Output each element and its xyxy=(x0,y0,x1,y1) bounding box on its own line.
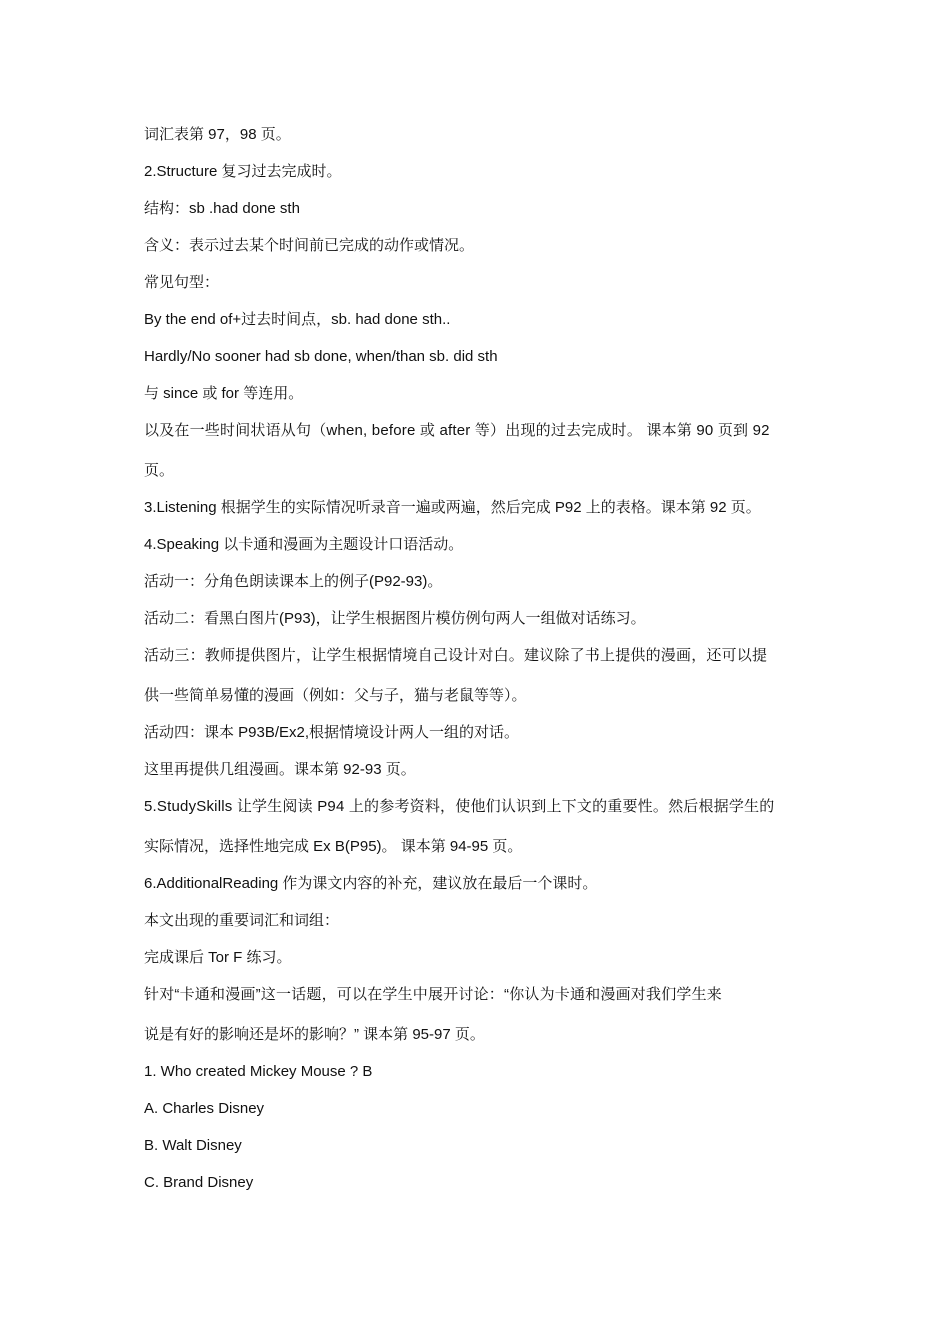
paragraph-activity-three xyxy=(144,646,812,706)
text-line: 含义：表示过去某个时间前已完成的动作或情况。 xyxy=(144,237,475,254)
quiz-option-a: A. Charles Disney xyxy=(144,1100,265,1117)
text-line: 供一些简单易懂的漫画（例如：父与子，猫与老鼠等等）。 xyxy=(144,687,527,704)
text-line: 说是有好的影响还是坏的影响？” 课本第 95-97 页。 xyxy=(144,1026,485,1043)
text-line: 这里再提供几组漫画。课本第 92-93 页。 xyxy=(144,761,416,778)
text-line: 实际情况，选择性地完成 Ex B(P95)。 课本第 94-95 页。 xyxy=(144,838,523,855)
text-line: 活动四：课本 P93B/Ex2,根据情境设计两人一组的对话。 xyxy=(144,724,520,741)
text-line: 3.Listening 根据学生的实际情况听录音一遍或两遍，然后完成 P92 上的表格。课本第 92 页。 xyxy=(144,499,761,516)
text-line: 2.Structure 复习过去完成时。 xyxy=(144,163,342,180)
text-line: 活动三：教师提供图片，让学生根据情境自己设计对白。建议除了书上提供的漫画，还可以提 xyxy=(144,647,768,664)
quiz-option-b: B. Walt Disney xyxy=(144,1137,242,1154)
text-line: 活动一：分角色朗读课本上的例子(P92-93)。 xyxy=(144,573,443,590)
text-line: 常见句型： xyxy=(144,274,220,291)
text-line: 完成课后 Tor F 练习。 xyxy=(144,949,292,966)
text-line: 结构：sb .had done sth xyxy=(144,200,300,217)
text-line: 4.Speaking 以卡通和漫画为主题设计口语活动。 xyxy=(144,536,464,553)
text-line: 5.StudySkills 让学生阅读 P94 上的参考资料，使他们认识到上下文的重要性。然后根据学生的 xyxy=(144,798,775,815)
paragraph-study-skills xyxy=(144,797,812,857)
paragraph-discussion xyxy=(144,985,812,1045)
text-line: 页。 xyxy=(144,462,175,479)
text-line: By the end of+过去时间点，sb. had done sth.. xyxy=(144,311,451,328)
text-line: 针对“卡通和漫画”这一话题，可以在学生中展开讨论：“你认为卡通和漫画对我们学生来 xyxy=(144,986,722,1003)
text-line: 词汇表第 97，98 页。 xyxy=(144,126,291,143)
quiz-option-c: C. Brand Disney xyxy=(144,1174,254,1191)
text-line: 活动二：看黑白图片(P93)，让学生根据图片模仿例句两人一组做对话练习。 xyxy=(144,610,646,627)
text-line: 与 since 或 for 等连用。 xyxy=(144,385,304,402)
text-line: 本文出现的重要词汇和词组： xyxy=(144,912,340,929)
text-line: Hardly/No sooner had sb done, when/than sb. did sth xyxy=(144,348,498,365)
text-line: 6.AdditionalReading 作为课文内容的补充，建议放在最后一个课时。 xyxy=(144,875,598,892)
text-line: 以及在一些时间状语从句（when, before 或 after 等）出现的过去完成时。 课本第 90 页到 92 xyxy=(144,422,770,439)
document-body xyxy=(144,125,812,1210)
quiz-question: 1. Who created Mickey Mouse ? B xyxy=(144,1063,373,1080)
paragraph-time-clause xyxy=(144,421,812,481)
